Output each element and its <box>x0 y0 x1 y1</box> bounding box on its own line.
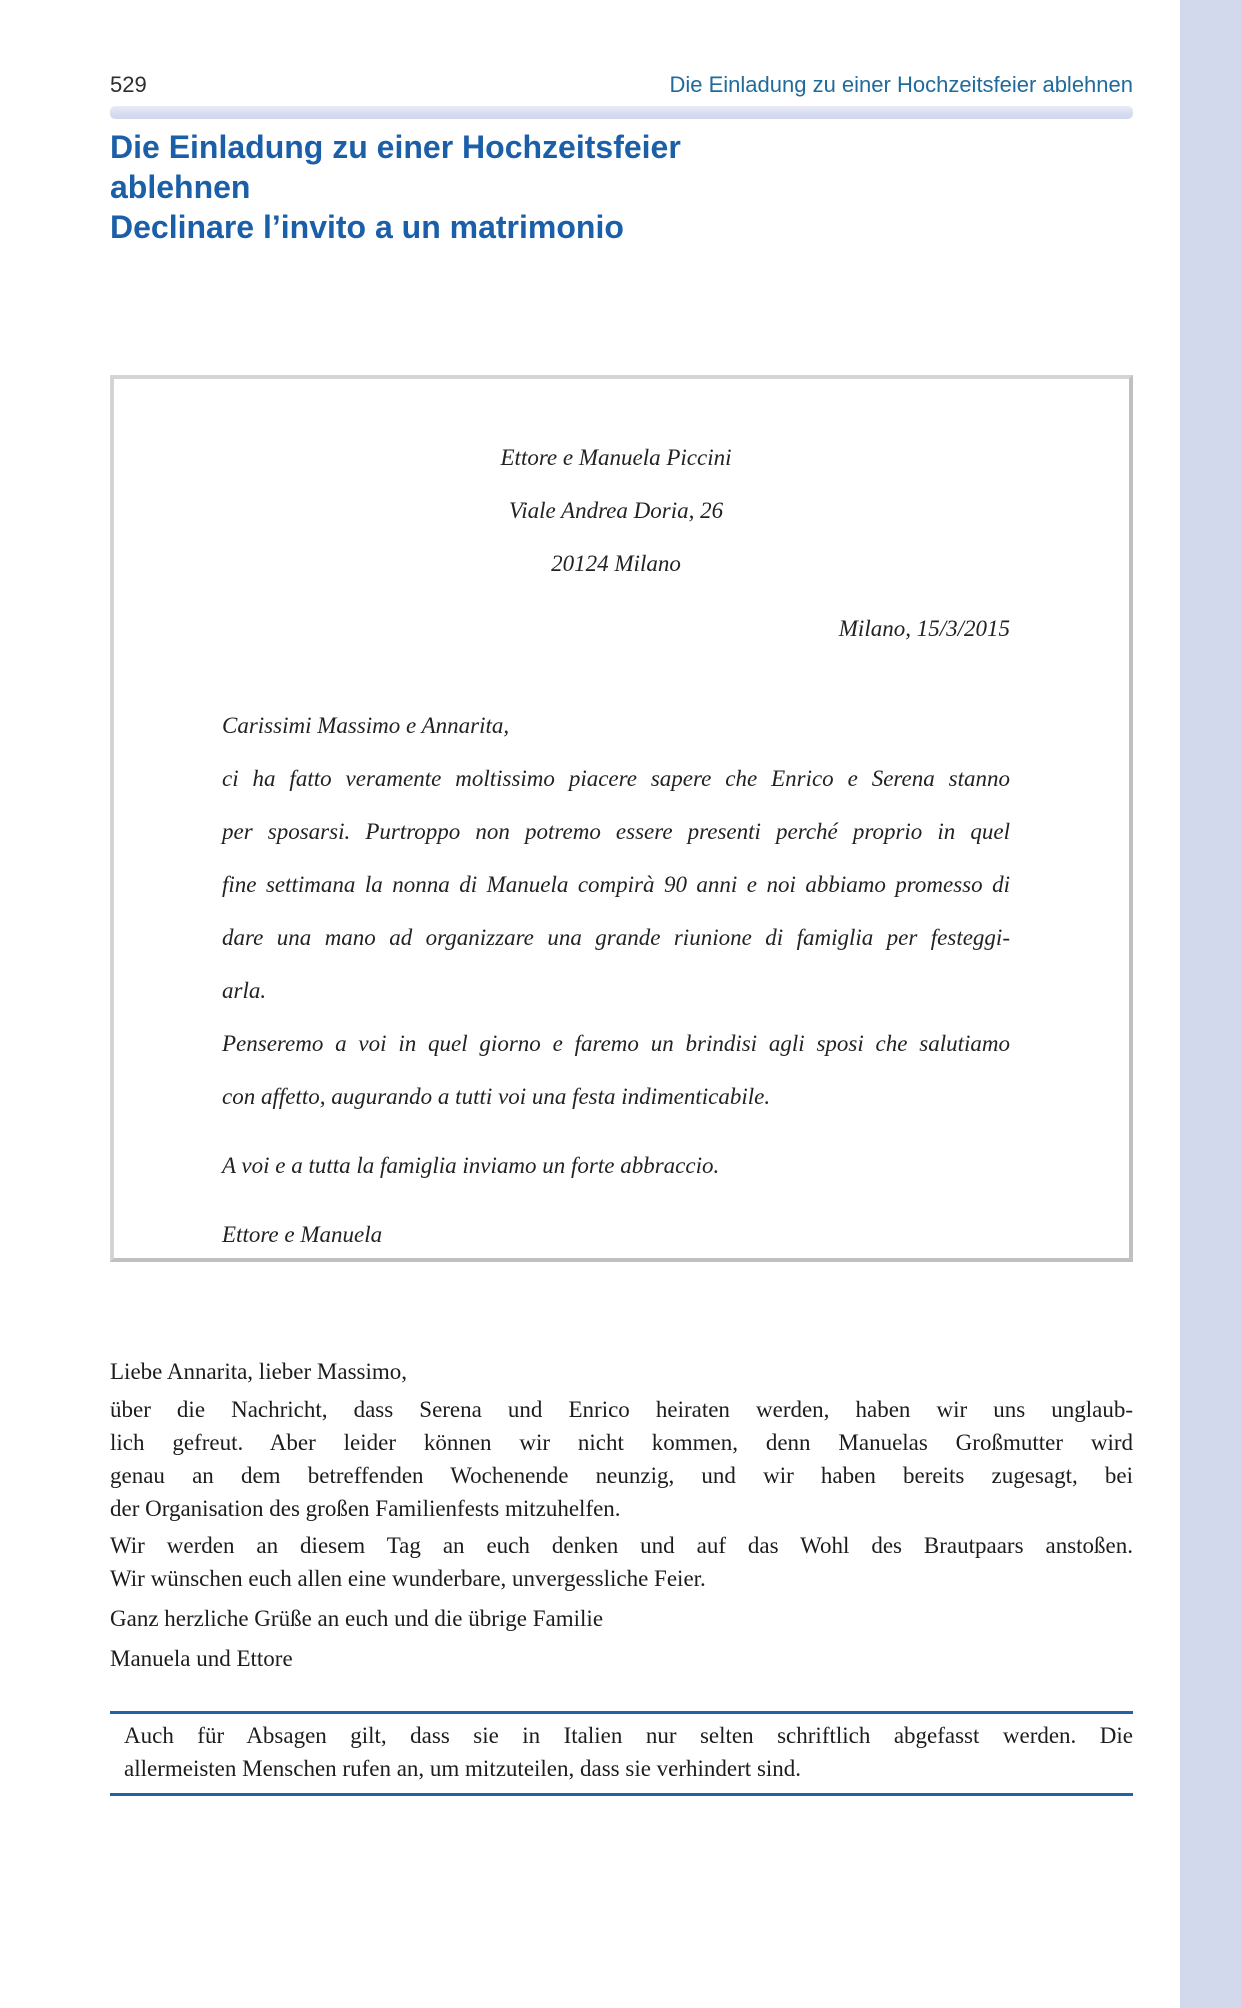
translation-paragraph-1 <box>110 1393 1133 1525</box>
culture-note-line: Auch für Absagen gilt, dass sie in Italien nur selten schriftlich abgefasst werden. Die <box>124 1723 1133 1748</box>
chapter-title-de-line1: Die Einladung zu einer Hochzeitsfeier <box>110 129 681 165</box>
translation-paragraph-2 <box>110 1529 1133 1595</box>
letter-sender-city: 20124 Milano <box>551 551 681 576</box>
chapter-title-de-line2: ablehnen <box>110 169 251 205</box>
letter-body-line: arla. <box>222 978 267 1003</box>
chapter-title-it: Declinare l’invito a un matrimonio <box>110 209 624 245</box>
running-head: Die Einladung zu einer Hochzeitsfeier ablehnen <box>669 72 1133 97</box>
translation-line: genau an dem betreffenden Wochenende neunzig, und wir haben bereits zugesagt, bei <box>110 1463 1133 1488</box>
letter-body-line: dare una mano ad organizzare una grande riunione di famiglia per festeggi- <box>222 925 1010 950</box>
translation-line: Wir werden an diesem Tag an euch denken und auf das Wohl des Brautpaars anstoßen. <box>110 1533 1133 1558</box>
translation-closing: Ganz herzliche Grüße an euch und die übrige Familie <box>110 1606 604 1631</box>
page-number: 529 <box>110 72 147 97</box>
german-translation <box>110 1355 1133 1675</box>
letter-signature: Ettore e Manuela <box>222 1222 383 1247</box>
letter-closing: A voi e a tutta la famiglia inviamo un forte abbraccio. <box>222 1153 720 1178</box>
header-rule-bar <box>110 106 1133 119</box>
culture-note <box>110 1711 1133 1796</box>
page-header <box>110 72 1133 98</box>
handwritten-letter <box>110 375 1133 1262</box>
culture-note-line: allermeisten Menschen rufen an, um mitzuteilen, dass sie verhindert sind. <box>124 1756 802 1781</box>
letter-sender-street: Viale Andrea Doria, 26 <box>508 498 724 523</box>
page-edge-band <box>1180 0 1241 2008</box>
letter-sender-name: Ettore e Manuela Piccini <box>500 445 732 470</box>
letter-body-line: per sposarsi. Purtroppo non potremo essere presenti perché proprio in quel <box>222 819 1010 844</box>
letter-body-line: fine settimana la nonna di Manuela compirà 90 anni e noi abbiamo promesso di <box>222 872 1010 897</box>
letter-dateline: Milano, 15/3/2015 <box>838 616 1010 641</box>
translation-line: lich gefreut. Aber leider können wir nicht kommen, denn Manuelas Großmutter wird <box>110 1430 1133 1455</box>
chapter-title <box>110 127 1133 247</box>
letter-salutation: Carissimi Massimo e Annarita, <box>222 713 510 738</box>
page-content <box>110 0 1133 1796</box>
translation-line: über die Nachricht, dass Serena und Enrico heiraten werden, haben wir uns unglaub- <box>110 1397 1133 1422</box>
translation-line: Wir wünschen euch allen eine wunderbare, unvergessliche Feier. <box>110 1566 706 1591</box>
letter-paragraph-2 <box>222 1017 1010 1123</box>
letter-paragraph-1 <box>222 752 1010 1017</box>
translation-salutation: Liebe Annarita, lieber Massimo, <box>110 1359 408 1384</box>
letter-body-line: con affetto, augurando a tutti voi una festa indimenticabile. <box>222 1084 771 1109</box>
letter-sender-block <box>222 431 1010 590</box>
letter-body-line: Penseremo a voi in quel giorno e faremo un brindisi agli sposi che salutiamo <box>222 1031 1010 1056</box>
translation-line: der Organisation des großen Familienfests mitzuhelfen. <box>110 1496 621 1521</box>
letter-body-line: ci ha fatto veramente moltissimo piacere sapere che Enrico e Serena stanno <box>222 766 1010 791</box>
translation-signature: Manuela und Ettore <box>110 1646 293 1671</box>
